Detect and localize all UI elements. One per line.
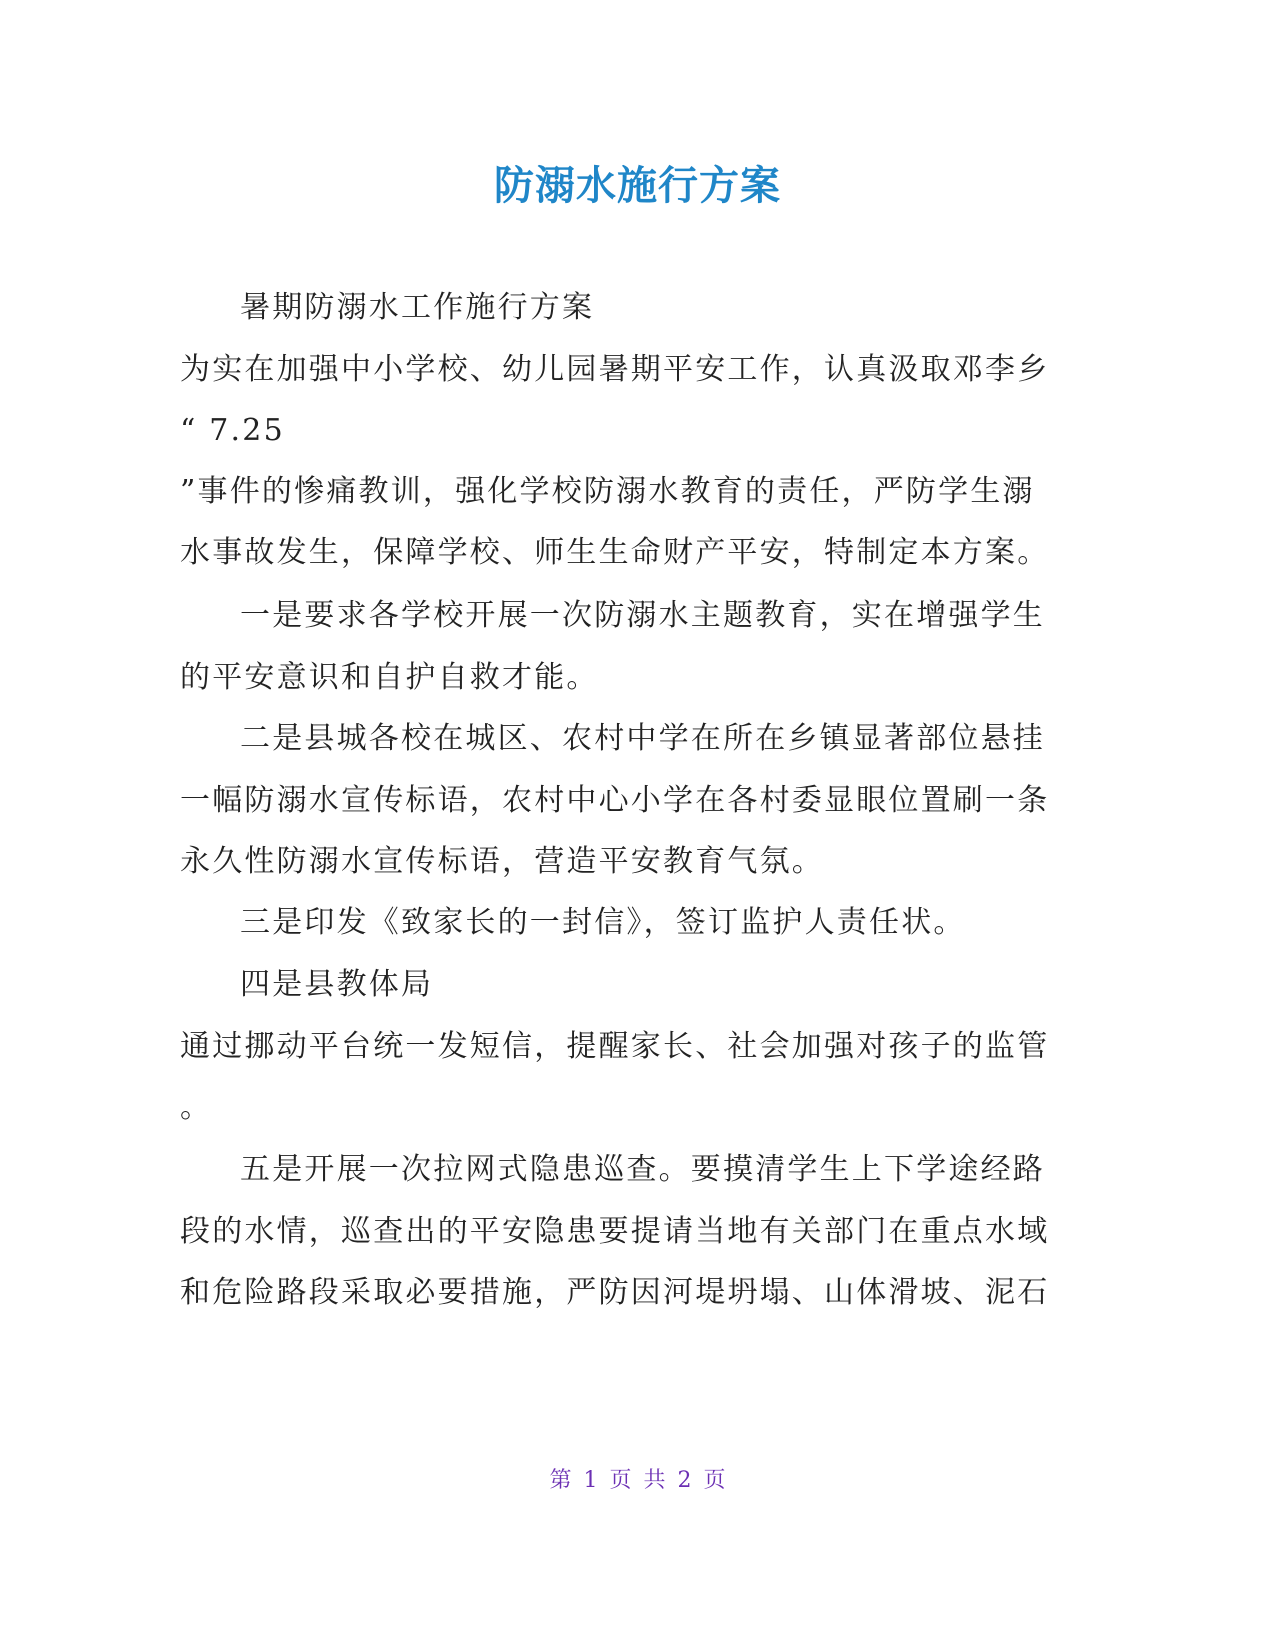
paragraph-line (0, 472, 1275, 512)
footer-label: 页 (609, 1468, 632, 1493)
paragraph-line (0, 1212, 1275, 1252)
paragraph-line (0, 1027, 1275, 1067)
total-pages-number: 2 (677, 1468, 692, 1493)
footer-label: 页 (703, 1468, 726, 1493)
paragraph-line (0, 1088, 1275, 1128)
document-title: 防溺水施行方案 (494, 163, 781, 209)
paragraph-line (0, 719, 1275, 759)
line-text: ”事件的惨痛教训，强化学校防溺水教育的责任，严防学生溺 (180, 474, 1035, 509)
line-text: 永久性防溺水宣传标语，营造平安教育气氛。 (180, 844, 824, 879)
paragraph-line (0, 903, 1275, 943)
line-text: 四是县教体局 (240, 967, 434, 1002)
paragraph-line (0, 781, 1275, 821)
paragraph-line (0, 350, 1275, 390)
line-text: 的平安意识和自护自救才能。 (180, 660, 599, 695)
paragraph-line (0, 411, 1275, 451)
paragraph-line (0, 965, 1275, 1005)
line-text: 通过挪动平台统一发短信，提醒家长、社会加强对孩子的监管 (180, 1029, 1050, 1064)
paragraph-line (0, 288, 1275, 328)
line-text: 。 (180, 1090, 213, 1125)
line-text: 和危险路段采取必要措施，严防因河堤坍塌、山体滑坡、泥石 (180, 1275, 1050, 1310)
paragraph-line (0, 842, 1275, 882)
footer-label: 共 (643, 1468, 666, 1493)
line-text: 三是印发《致家长的一封信》，签订监护人责任状。 (240, 905, 966, 940)
current-page-number: 1 (583, 1468, 598, 1493)
paragraph-line (0, 658, 1275, 698)
line-text: “ 7.25 (180, 413, 285, 448)
line-text: 一是要求各学校开展一次防溺水主题教育，实在增强学生 (240, 598, 1045, 633)
line-text: 水事故发生，保障学校、师生生命财产平安，特制定本方案。 (180, 535, 1050, 570)
line-text: 为实在加强中小学校、幼儿园暑期平安工作，认真汲取邓李乡 (180, 352, 1050, 387)
footer-label: 第 (549, 1468, 572, 1493)
paragraph-line (0, 533, 1275, 573)
paragraph-line (0, 1150, 1275, 1190)
paragraph-line (0, 1273, 1275, 1313)
line-text: 段的水情，巡查出的平安隐患要提请当地有关部门在重点水域 (180, 1214, 1050, 1249)
line-text: 五是开展一次拉网式隐患巡查。要摸清学生上下学途经路 (240, 1152, 1045, 1187)
paragraph-line (0, 596, 1275, 636)
line-text: 二是县城各校在城区、农村中学在所在乡镇显著部位悬挂 (240, 721, 1045, 756)
line-text: 一幅防溺水宣传标语，农村中心小学在各村委显眼位置刷一条 (180, 783, 1050, 818)
line-text: 暑期防溺水工作施行方案 (240, 290, 595, 325)
page-footer (0, 1466, 1275, 1496)
